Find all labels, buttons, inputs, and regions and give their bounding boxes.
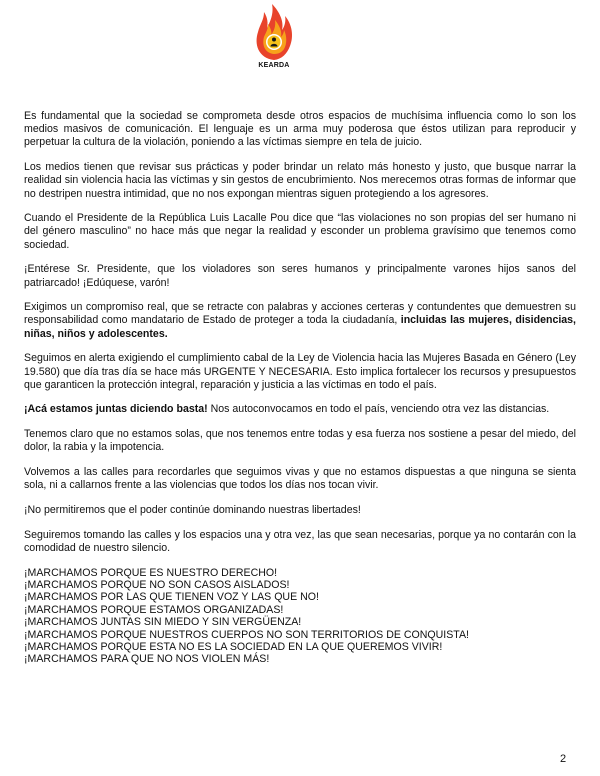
chant-line: ¡MARCHAMOS PORQUE ES NUESTRO DERECHO!: [24, 566, 278, 579]
paragraph-7-text: Nos autoconvocamos en todo el país, venciendo otra vez las distancias.: [207, 403, 550, 416]
kearda-logo: [252, 4, 296, 72]
paragraph-5-text: Exigimos un compromiso real, que se retracte con palabras y acciones certeras y contundentes que demuestren su responsabilidad como mandatario de Estado de proteger a toda la ciudadanía,: [24, 301, 576, 327]
paragraph-7: [24, 403, 576, 416]
paragraph-5: [24, 301, 576, 341]
body-text: [24, 110, 576, 666]
paragraph-11: Seguiremos tomando las calles y los espacios una y otra vez, las que sean necesarias, porque ya no contarán con la comodidad de nuestro silencio.: [24, 528, 576, 554]
chant-line: ¡MARCHAMOS JUNTAS SIN MIEDO Y SIN VERGÜENZA!: [24, 616, 302, 629]
chant-line: ¡MARCHAMOS PORQUE NO SON CASOS AISLADOS!: [24, 578, 290, 591]
paragraph-7-bold: ¡Acá estamos juntas diciendo basta!: [24, 403, 208, 416]
paragraph-4: ¡Entérese Sr. Presidente, que los violadores son seres humanos y principalmente varones hijos sanos del patriarcado! ¡Edúquese, varón!: [24, 263, 576, 289]
chant-line: ¡MARCHAMOS PORQUE ESTAMOS ORGANIZADAS!: [24, 603, 284, 616]
chant-line: ¡MARCHAMOS PARA QUE NO NOS VIOLEN MÁS!: [24, 653, 270, 666]
chant-line: ¡MARCHAMOS PORQUE NUESTROS CUERPOS NO SON TERRITORIOS DE CONQUISTA!: [24, 628, 469, 641]
chant-line: ¡MARCHAMOS POR LAS QUE TIENEN VOZ Y LAS QUE NO!: [24, 591, 319, 604]
paragraph-10: ¡No permitiremos que el poder continúe dominando nuestras libertades!: [24, 503, 361, 516]
paragraph-8: Tenemos claro que no estamos solas, que nos tenemos entre todas y esa fuerza nos sostiene a pesar del miedo, del dolor, la rabia y la impotencia.: [24, 428, 576, 454]
chants-list: [24, 567, 576, 666]
page-number: 2: [560, 753, 567, 765]
chant-line: ¡MARCHAMOS PORQUE ESTA NO ES LA SOCIEDAD EN LA QUE QUEREMOS VIVIR!: [24, 641, 443, 654]
logo-wordmark: KEARDA: [258, 62, 290, 69]
paragraph-2: Los medios tienen que revisar sus prácticas y poder brindar un relato más honesto y justo, que busque narrar la realidad sin violencia hacia las víctimas y sin gestos de encubrimiento. Nos merecemos otras formas de informar que no destripen nuestra intimidad, que no nos expongan mientras siguen protegiendo a los agresores.: [24, 161, 576, 200]
paragraph-5-bold: incluidas las mujeres, disidencias, niñas, niños y adolescentes.: [24, 314, 577, 340]
paragraph-9: Volvemos a las calles para recordarles que seguimos vivas y que no estamos dispuestas a que ninguna se sienta sola, ni a callarnos frente a las violencias que todos los días nos tocan vivir.: [24, 466, 576, 492]
paragraph-1: Es fundamental que la sociedad se comprometa desde otros espacios de muchísima influencia como lo son los medios masivos de comunicación. El lenguaje es un arma muy poderosa que éstos utilizan para reproducir y perpetuar la cultura de la violación, poniendo a las víctimas siempre en tela de juicio.: [24, 110, 576, 149]
flame-logo-icon: [252, 4, 296, 62]
paragraph-6: Seguimos en alerta exigiendo el cumplimiento cabal de la Ley de Violencia hacia las Mujeres Basada en Género (Ley 19.580) que día tras día se hace más URGENTE Y NECESARIA. Esto implica fortalecer los recursos y presupuestos que garanticen la protección integral, reparación y justicia a las víctimas en todo el país.: [24, 352, 576, 391]
paragraph-3: Cuando el Presidente de la República Luis Lacalle Pou dice que “las violaciones no son propias del ser humano ni del género masculino” no hace más que negar la realidad y esconder un problema gravísimo que tenemos como sociedad.: [24, 212, 576, 251]
